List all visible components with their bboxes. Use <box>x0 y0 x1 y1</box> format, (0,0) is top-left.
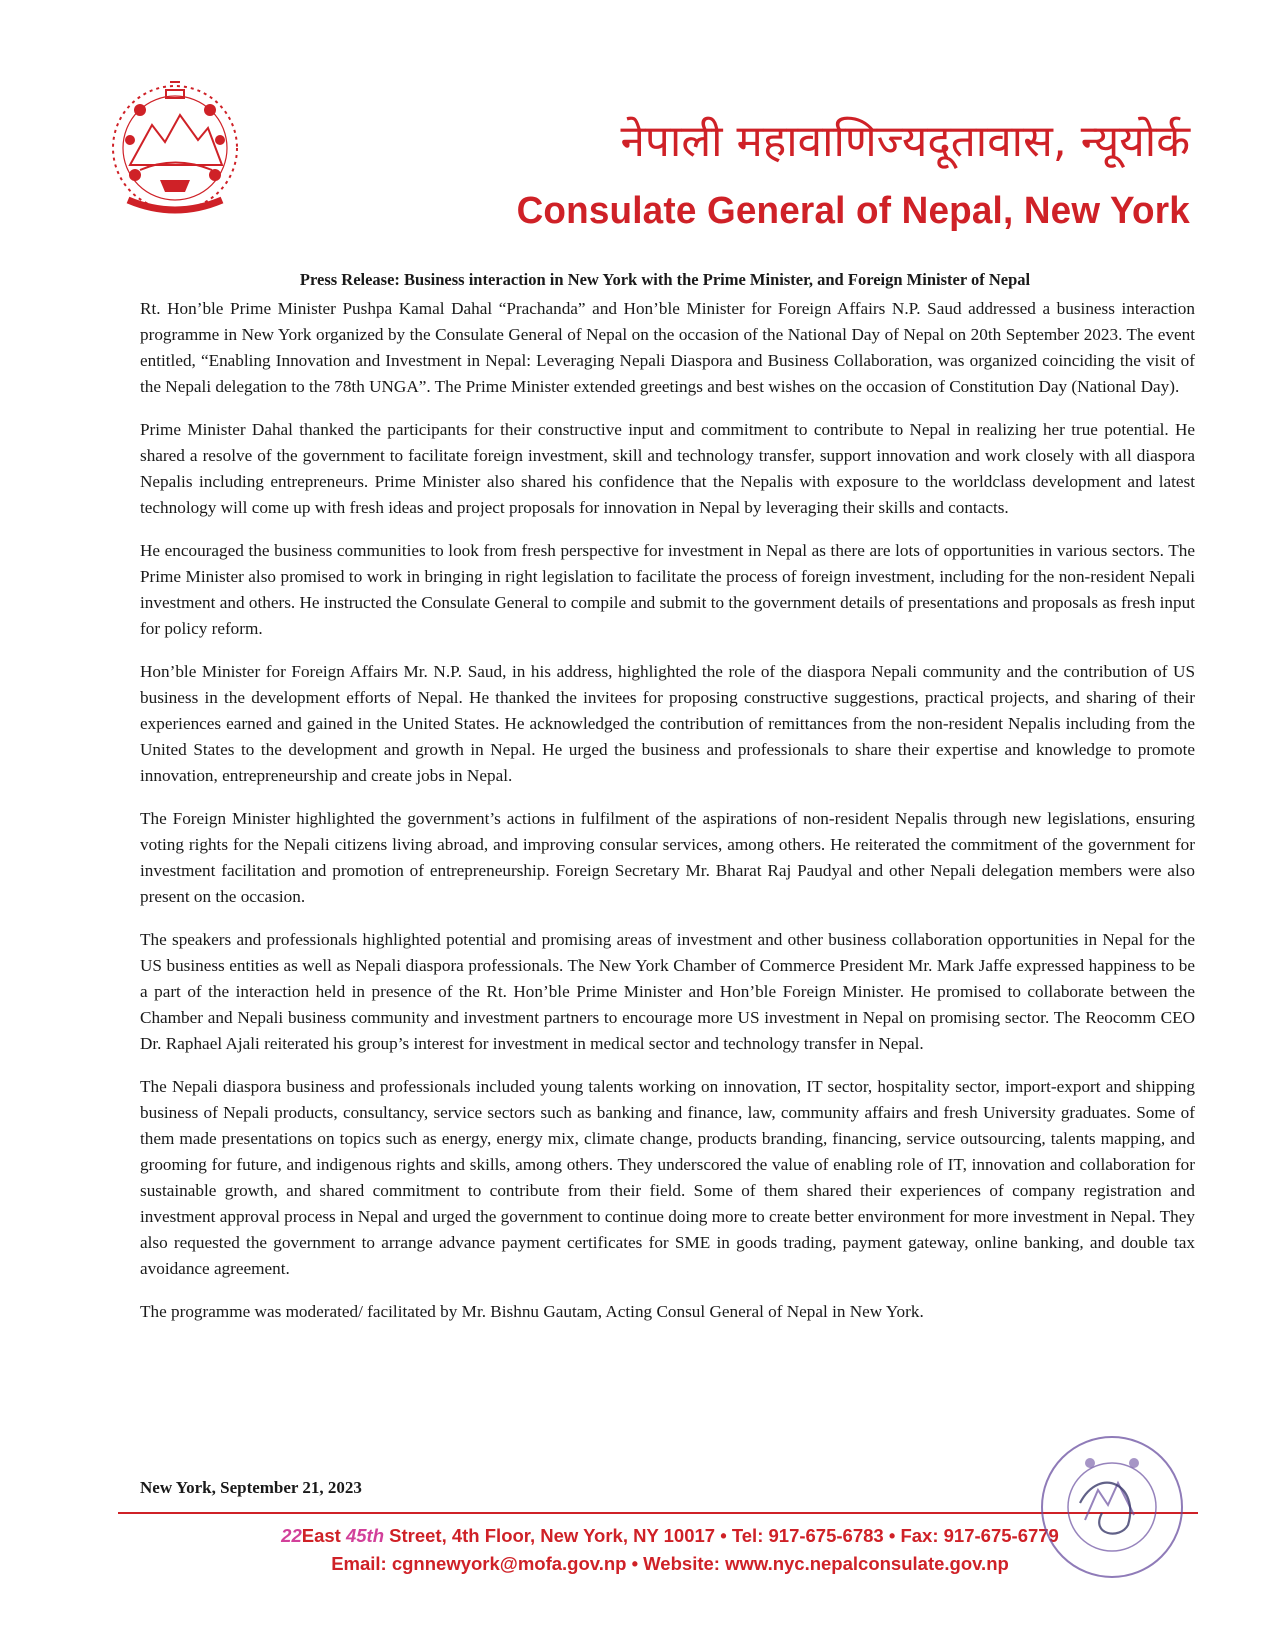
consulate-seal-stamp <box>1030 1425 1195 1590</box>
paragraph: Prime Minister Dahal thanked the participants for their constructive input and commitment to contribute to Nepal in realizing her true potential. He shared a resolve of the government to facilitate foreign investment, skill and technology transfer, support innovation and work closely with all diaspora Nepalis including entrepreneurs. Prime Minister also shared his confidence that the Nepalis with exposure to the worldclass development and latest technology will come up with fresh ideas and project proposals for innovation in Nepal by leveraging their skills and contacts. <box>140 420 1195 517</box>
header-title-english: Consulate General of Nepal, New York <box>516 190 1190 232</box>
paragraph: The programme was moderated/ facilitated by Mr. Bishnu Gautam, Acting Consul General of Nepal in New York. <box>140 1302 924 1321</box>
paragraph: Hon’ble Minister for Foreign Affairs Mr. N.P. Saud, in his address, highlighted the role of the diaspora Nepali community and the contribution of US business in the development efforts of Nepal. He thanked the invitees for proposing constructive suggestions, practical projects, and sharing of their experiences earned and gained in the United States. He acknowledged the contribution of remittances from the non-resident Nepalis including from the United States to the development and growth in Nepal. He urged the business and professionals to share their expertise and knowledge to promote innovation, entrepreneurship and create jobs in Nepal. <box>140 662 1195 785</box>
document-body <box>140 296 1195 1342</box>
paragraph: He encouraged the business communities to look from fresh perspective for investment in Nepal as there are lots of opportunities in various sectors. The Prime Minister also promised to work in bringing in right legislation to facilitate the process of foreign investment, including for the non-resident Nepali investment and others. He instructed the Consulate General to compile and submit to the government details of presentations and proposals as fresh input for policy reform. <box>140 541 1195 638</box>
header-title-nepali: नेपाली महावाणिज्यदूतावास, न्यूयोर्क <box>620 116 1190 167</box>
handwritten-street: 45th <box>345 1525 384 1546</box>
address-prefix: East <box>301 1525 346 1546</box>
nepal-emblem <box>100 70 250 230</box>
handwritten-number: 22 <box>281 1525 302 1546</box>
paragraph: Rt. Hon’ble Prime Minister Pushpa Kamal Dahal “Prachanda” and Hon’ble Minister for Foreign Affairs N.P. Saud addressed a business interaction programme in New York organized by the Consulate General of Nepal on the occasion of the National Day of Nepal on 20th September 2023. The event entitled, “Enabling Innovation and Investment in Nepal: Leveraging Nepali Diaspora and Business Collaboration, was organized coinciding the visit of the Nepali delegation to the 78th UNGA”. The Prime Minister extended greetings and best wishes on the occasion of Constitution Day (National Day). <box>140 299 1195 396</box>
press-release-title: Press Release: Business interaction in New York with the Prime Minister, and Foreign Minister of Nepal <box>299 270 1031 289</box>
paragraph: The Foreign Minister highlighted the government’s actions in fulfilment of the aspirations of non-resident Nepalis through new legislations, ensuring voting rights for the Nepali citizens living abroad, and improving consular services, among others. He reiterated the commitment of the government for investment facilitation and promotion of entrepreneurship. Foreign Secretary Mr. Bharat Raj Paudyal and other Nepali delegation members were also present on the occasion. <box>140 809 1195 906</box>
paragraph: The speakers and professionals highlighted potential and promising areas of investment and other business collaboration opportunities in Nepal for the US business entities as well as Nepali diaspora professionals. The New York Chamber of Commerce President Mr. Mark Jaffe expressed happiness to be a part of the interaction held in presence of the Rt. Hon’ble Prime Minister and Hon’ble Foreign Minister. He promised to collaborate between the Chamber and Nepali business community and investment partners to encourage more US investment in Nepal on promising sector. The Reocomm CEO Dr. Raphael Ajali reiterated his group’s interest for investment in medical sector and technology transfer in Nepal. <box>140 930 1195 1053</box>
footer-email-website: Email: cgnnewyork@mofa.gov.np • Website: www.nyc.nepalconsulate.gov.np <box>331 1553 1009 1574</box>
address-rest: Street, 4th Floor, New York, NY 10017 • Tel: 917-675-6783 • Fax: 917-675-6779 <box>384 1525 1059 1546</box>
dateline: New York, September 21, 2023 <box>140 1478 362 1497</box>
paragraph: The Nepali diaspora business and professionals included young talents working on innovation, IT sector, hospitality sector, import-export and shipping business of Nepali products, consultancy, service sectors such as banking and finance, law, community affairs and fresh University graduates. Some of them made presentations on topics such as energy, energy mix, climate change, products branding, financing, service outsourcing, talents mapping, and grooming for future, and indigenous rights and skills, among others. They underscored the value of enabling role of IT, innovation and collaboration for sustainable growth, and shared commitment to contribute from their field. Some of them shared their experiences of company registration and investment approval process in Nepal and urged the government to continue doing more to create better environment for more investment in Nepal. They also requested the government to arrange advance payment certificates for SME in goods trading, payment gateway, online banking, and double tax avoidance agreement. <box>140 1077 1195 1278</box>
